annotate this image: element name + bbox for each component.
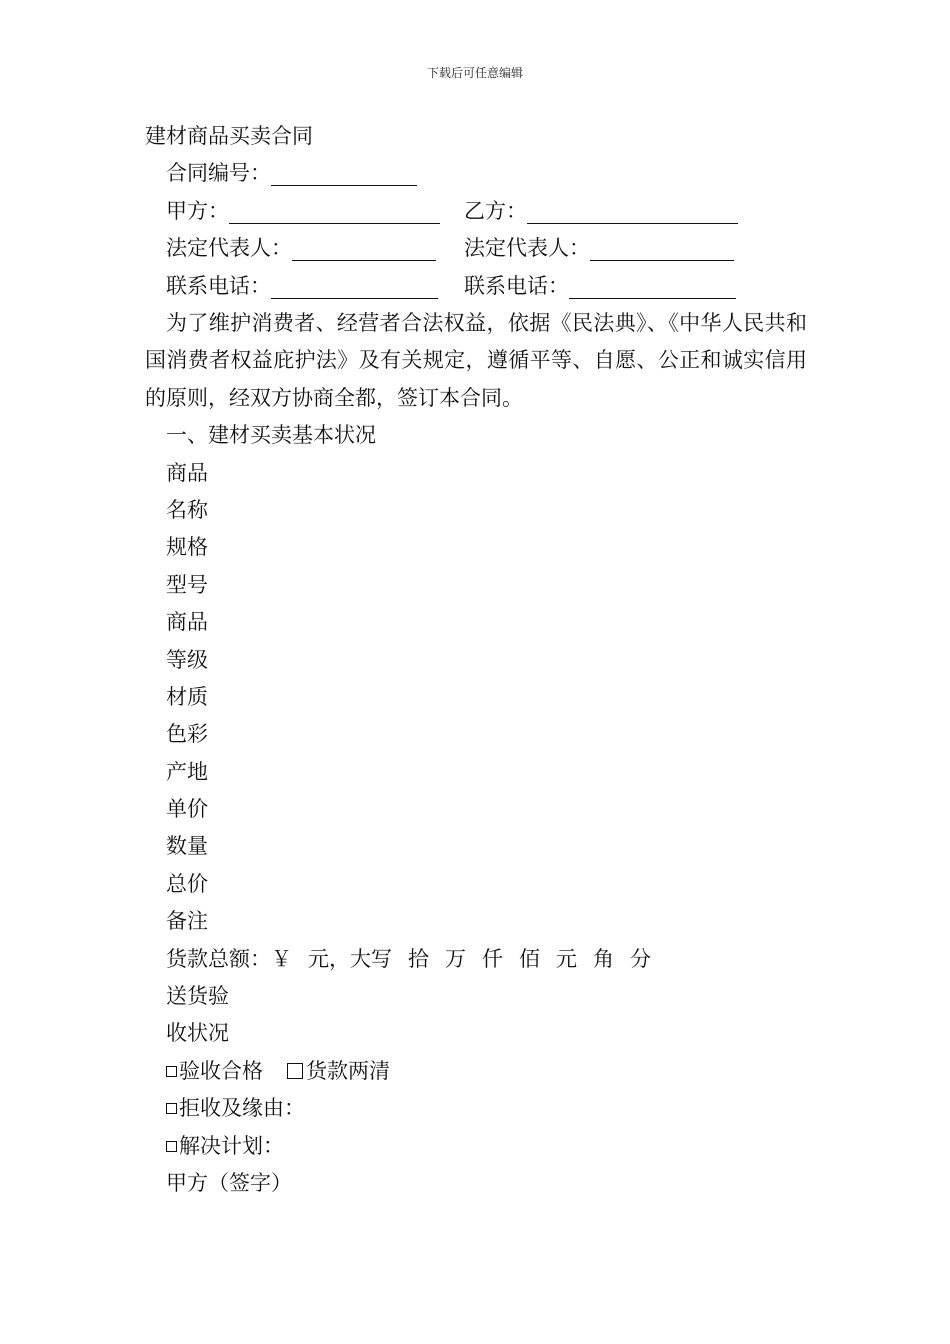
amount-unit: 万 (445, 946, 466, 971)
phone-b-label: 联系电话： (464, 273, 569, 298)
contract-number-label: 合同编号： (166, 161, 271, 186)
amount-unit: 拾 (408, 946, 429, 971)
paid-checkbox[interactable] (287, 1063, 303, 1079)
amount-row (145, 941, 815, 978)
legal-rep-b-field[interactable] (590, 236, 734, 261)
amount-unit: 角 (593, 946, 614, 971)
party-a-label: 甲方： (166, 198, 229, 223)
signature-a: 甲方（签字） (166, 1170, 292, 1195)
legal-rep-a-field[interactable] (292, 236, 436, 261)
contract-number-field[interactable] (271, 161, 417, 186)
table-label: 产地 (166, 759, 208, 784)
delivery-label-2: 收状况 (166, 1021, 229, 1046)
plan-label: 解决计划： (179, 1133, 284, 1158)
accept-label: 验收合格 (179, 1058, 263, 1083)
reject-checkbox[interactable] (166, 1103, 177, 1114)
table-label: 备注 (166, 909, 208, 934)
preamble-paragraph: 为了维护消费者、经营者合法权益，依据《民法典》、《中华人民共和国消费者权益庇护法》及有关规定，遵循平等、自愿、公正和诚实信用的原则，经双方协商全都，签订本合同。 (145, 310, 807, 410)
contract-number-row (145, 155, 815, 192)
section1-title: 一、建材买卖基本状况 (166, 423, 376, 448)
amount-unit: 分 (630, 946, 651, 971)
party-row (145, 193, 815, 230)
accept-checkbox[interactable] (166, 1066, 177, 1077)
currency-symbol: ￥ (271, 946, 292, 971)
table-label: 材质 (166, 684, 208, 709)
table-label: 规格 (166, 535, 208, 560)
table-label: 商品 (166, 610, 208, 635)
delivery-label-1: 送货验 (166, 984, 229, 1009)
table-label: 等级 (166, 647, 208, 672)
amount-yuan-label: 元，大写 (308, 946, 392, 971)
phone-row (145, 268, 815, 305)
party-b-field[interactable] (527, 199, 738, 224)
reject-row (145, 1090, 815, 1127)
amount-label: 货款总额： (166, 946, 271, 971)
amount-unit: 元 (556, 946, 577, 971)
party-b-label: 乙方： (464, 198, 527, 223)
paid-label: 货款两清 (306, 1058, 390, 1083)
table-label: 总价 (166, 871, 208, 896)
phone-a-label: 联系电话： (166, 273, 271, 298)
table-label: 色彩 (166, 722, 208, 747)
acceptance-row (145, 1053, 815, 1090)
phone-b-field[interactable] (569, 274, 736, 299)
party-a-field[interactable] (229, 199, 440, 224)
amount-unit: 仟 (482, 946, 503, 971)
table-label: 型号 (166, 572, 208, 597)
page-header: 下载后可任意编辑 (426, 66, 523, 80)
amount-unit: 佰 (519, 946, 540, 971)
legal-rep-row (145, 230, 815, 267)
reject-label: 拒收及缘由： (179, 1096, 305, 1121)
contract-document (145, 118, 815, 1202)
contract-title: 建材商品买卖合同 (145, 124, 313, 148)
table-label: 商品 (166, 460, 208, 485)
legal-rep-a-label: 法定代表人： (166, 236, 292, 261)
legal-rep-b-label: 法定代表人： (464, 236, 590, 261)
plan-row (145, 1128, 815, 1165)
table-label: 单价 (166, 797, 208, 822)
phone-a-field[interactable] (271, 274, 438, 299)
table-label: 数量 (166, 834, 208, 859)
table-label: 名称 (166, 497, 208, 522)
plan-checkbox[interactable] (166, 1141, 177, 1152)
